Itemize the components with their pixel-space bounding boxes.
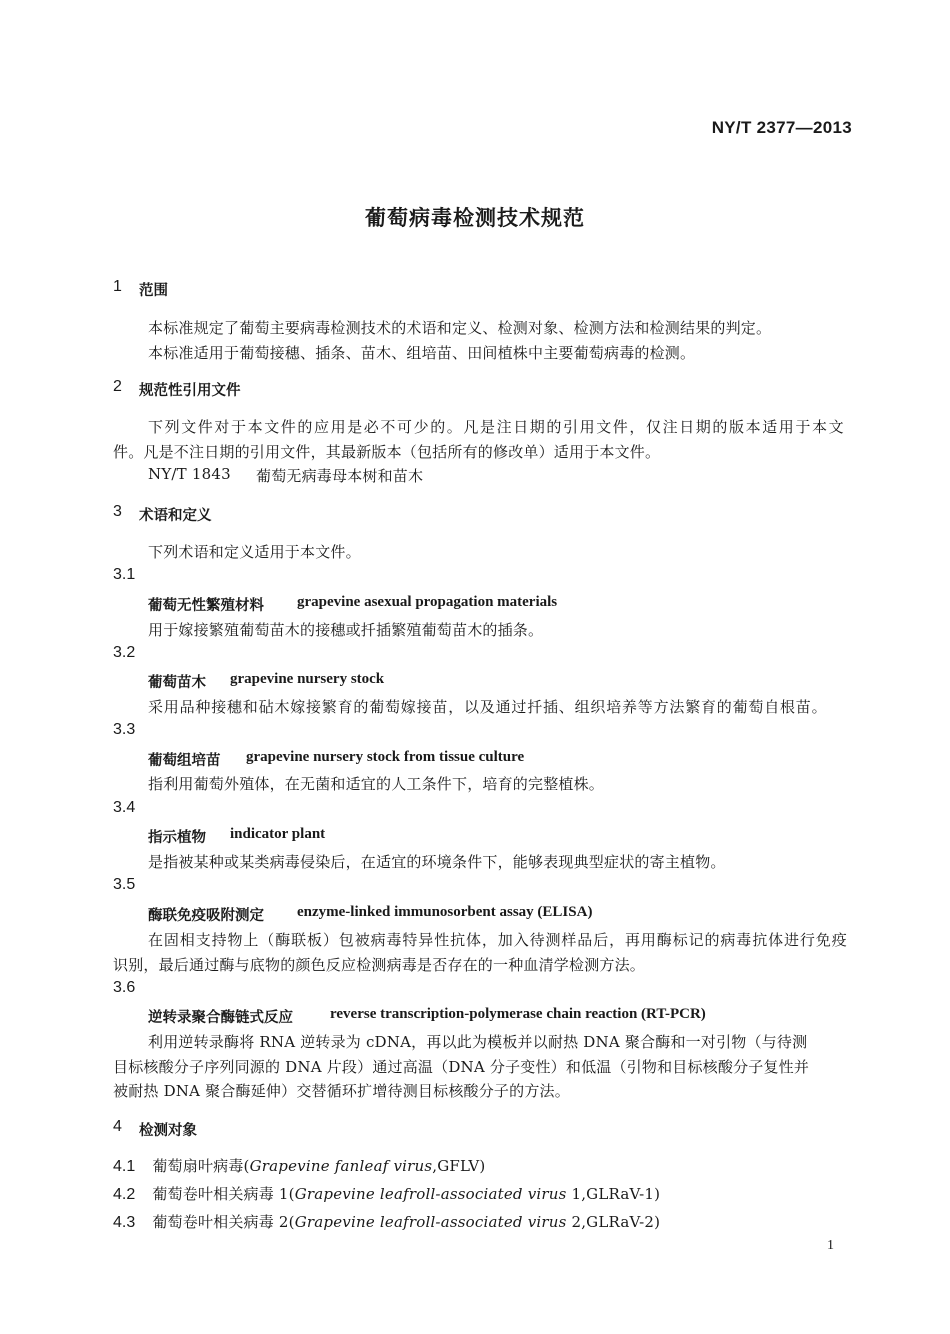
- detection-item-abbrev: 2,GLRaV-2): [566, 1213, 661, 1231]
- term-3-6-number: 3.6: [113, 979, 136, 996]
- detection-item-latin: Grapevine leafroll-associated virus: [294, 1213, 567, 1231]
- detection-item-abbrev: 1,GLRaV-1): [566, 1185, 661, 1203]
- section-2-heading: 规范性引用文件: [139, 383, 241, 399]
- term-3-4-chinese: 指示植物: [148, 830, 206, 846]
- reference-title: 葡萄无病毒母本树和苗木: [256, 467, 424, 485]
- detection-item-latin: Grapevine leafroll-associated virus: [294, 1185, 567, 1203]
- detection-item-chinese: 葡萄扇叶病毒(: [152, 1157, 250, 1175]
- reference-code: NY/T 1843: [148, 465, 231, 483]
- term-3-3-definition: 指利用葡萄外殖体，在无菌和适宜的人工条件下，培育的完整植株。: [148, 775, 605, 793]
- detection-item-number: 4.3: [113, 1214, 136, 1231]
- term-3-4-definition: 是指被某种或某类病毒侵染后，在适宜的环境条件下，能够表现典型症状的寄主植物。: [148, 853, 726, 871]
- term-3-6-english: reverse transcription-polymerase chain reaction (RT-PCR): [330, 1006, 706, 1022]
- detection-item-chinese: 葡萄卷叶相关病毒 1(: [152, 1185, 295, 1203]
- term-3-6-definition-line-3: 被耐热 DNA 聚合酶延伸）交替循环扩增待测目标核酸分子的方法。: [113, 1082, 570, 1100]
- section-2-paragraph-line-2: 件。凡是不注日期的引用文件，其最新版本（包括所有的修改单）适用于本文件。: [113, 443, 661, 461]
- term-3-3-chinese: 葡萄组培苗: [148, 753, 221, 769]
- detection-item-chinese: 葡萄卷叶相关病毒 2(: [152, 1213, 295, 1231]
- term-3-6-definition-line-2: 目标核酸分子序列同源的 DNA 片段）通过高温（DNA 分子变性）和低温（引物和目标核酸分子复性并: [113, 1058, 810, 1076]
- term-3-1-chinese: 葡萄无性繁殖材料: [148, 598, 264, 614]
- term-3-3-english: grapevine nursery stock from tissue culture: [246, 749, 525, 765]
- section-4-number: 4: [113, 1118, 122, 1135]
- section-1-paragraph-2: 本标准适用于葡萄接穗、插条、苗木、组培苗、田间植株中主要葡萄病毒的检测。: [148, 344, 696, 362]
- detection-item-number: 4.2: [113, 1186, 136, 1203]
- detection-item: [113, 1183, 660, 1204]
- term-3-5-definition-line-1: 在固相支持物上（酶联板）包被病毒特异性抗体，加入待测样品后，再用酶标记的病毒抗体进行免疫: [148, 931, 848, 949]
- term-3-5-english: enzyme-linked immunosorbent assay (ELISA): [297, 904, 593, 920]
- term-3-5-definition-line-2: 识别，最后通过酶与底物的颜色反应检测病毒是否存在的一种血清学检测方法。: [113, 956, 646, 974]
- detection-item-number: 4.1: [113, 1158, 136, 1175]
- standard-code: NY/T 2377—2013: [711, 118, 852, 137]
- detection-item: [113, 1211, 660, 1232]
- term-3-4-number: 3.4: [113, 799, 136, 816]
- term-3-4-english: indicator plant: [230, 826, 326, 842]
- page-number: 1: [827, 1238, 834, 1253]
- term-3-2-definition: 采用品种接穗和砧木嫁接繁育的葡萄嫁接苗，以及通过扦插、组织培养等方法繁育的葡萄自根苗。: [148, 698, 828, 716]
- term-3-5-number: 3.5: [113, 876, 136, 893]
- term-3-1-english: grapevine asexual propagation materials: [297, 594, 558, 610]
- detection-item-latin: Grapevine fanleaf virus: [249, 1157, 433, 1175]
- section-4-heading: 检测对象: [139, 1123, 197, 1139]
- term-3-2-english: grapevine nursery stock: [230, 671, 385, 687]
- section-3-heading: 术语和定义: [139, 508, 212, 524]
- term-3-6-chinese: 逆转录聚合酶链式反应: [148, 1010, 293, 1026]
- section-3-intro: 下列术语和定义适用于本文件。: [148, 543, 361, 561]
- section-1-heading: 范围: [139, 283, 168, 299]
- term-3-5-chinese: 酶联免疫吸附测定: [148, 908, 264, 924]
- section-1-paragraph-1: 本标准规定了葡萄主要病毒检测技术的术语和定义、检测对象、检测方法和检测结果的判定。: [148, 319, 772, 337]
- term-3-2-chinese: 葡萄苗木: [148, 675, 206, 691]
- term-3-1-definition: 用于嫁接繁殖葡萄苗木的接穗或扦插繁殖葡萄苗木的插条。: [148, 621, 544, 639]
- section-1-number: 1: [113, 278, 122, 295]
- section-2-paragraph-line-1: 下列文件对于本文件的应用是必不可少的。凡是注日期的引用文件，仅注日期的版本适用于本文: [148, 418, 846, 436]
- section-2-number: 2: [113, 378, 122, 395]
- term-3-6-definition-line-1: 利用逆转录酶将 RNA 逆转录为 cDNA，再以此为模板并以耐热 DNA 聚合酶和一对引物（与待测: [148, 1033, 808, 1051]
- section-3-number: 3: [113, 503, 122, 520]
- term-3-1-number: 3.1: [113, 566, 136, 583]
- detection-item-abbrev: ,GFLV): [432, 1157, 486, 1175]
- term-3-3-number: 3.3: [113, 721, 136, 738]
- detection-item: [113, 1155, 486, 1176]
- term-3-2-number: 3.2: [113, 644, 136, 661]
- document-title: 葡萄病毒检测技术规范: [365, 206, 585, 230]
